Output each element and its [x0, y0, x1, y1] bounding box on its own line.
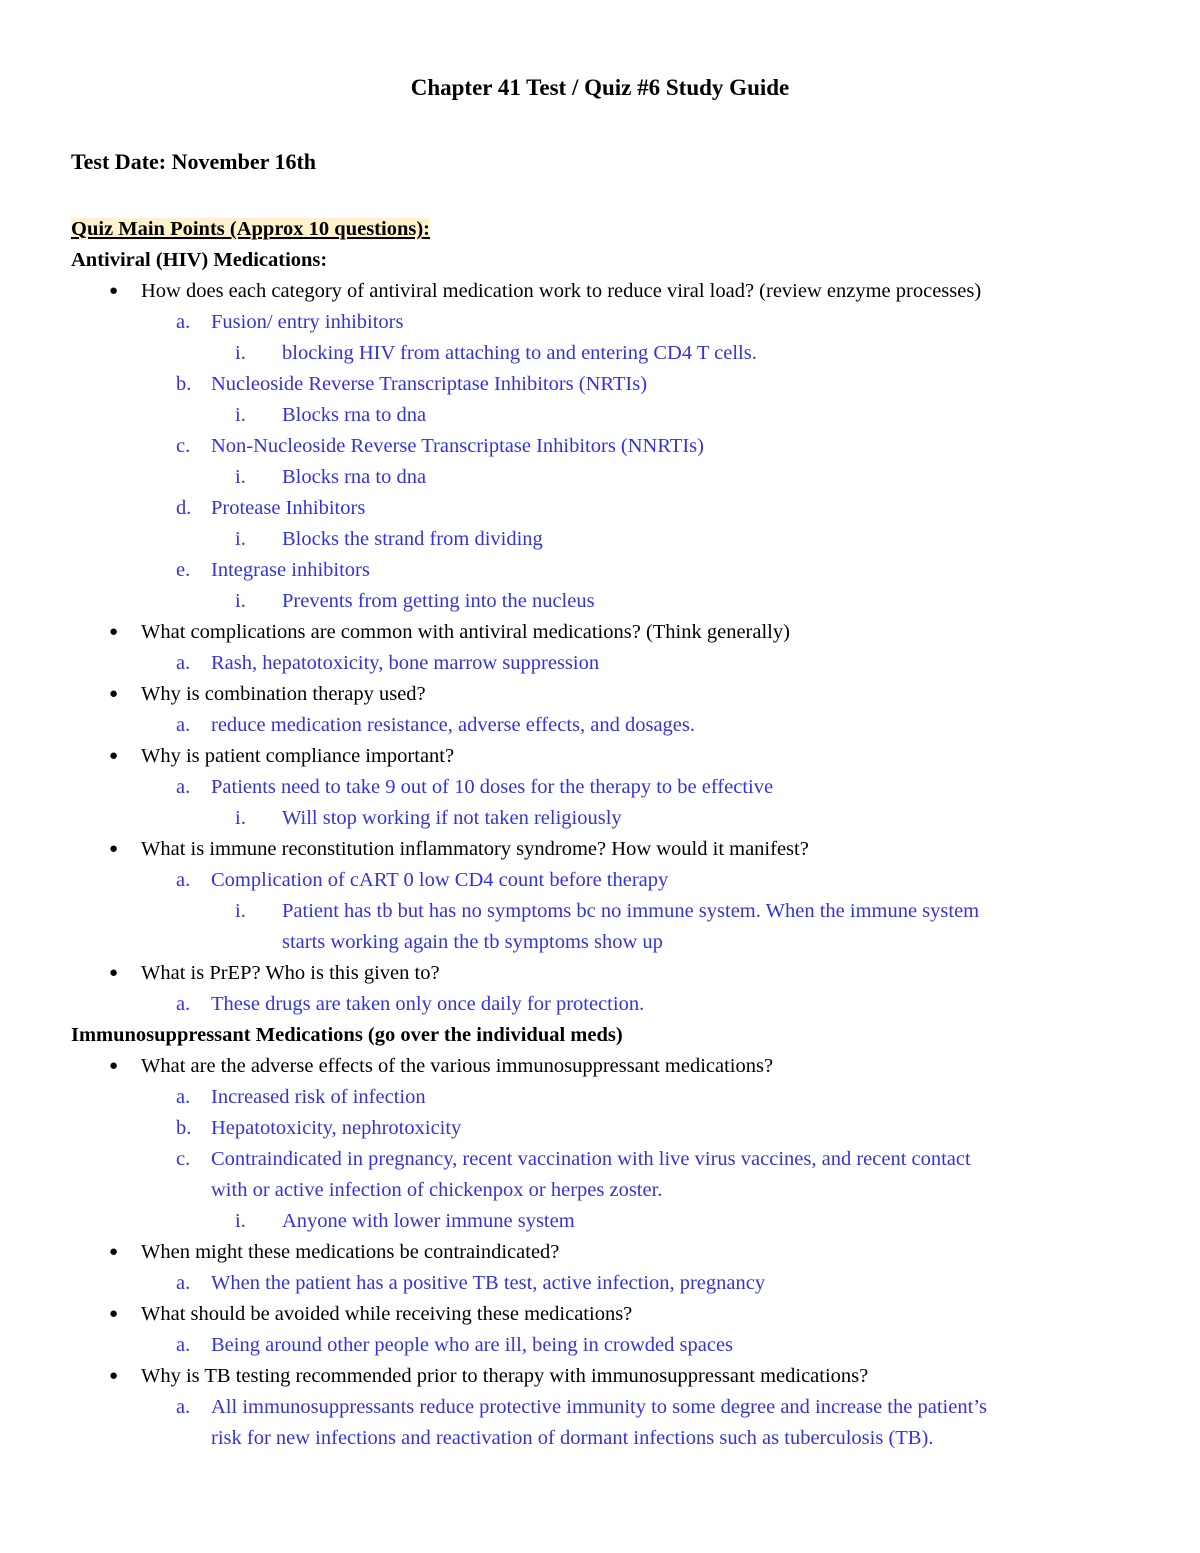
sub-answer-text: Blocks rna to dna — [282, 466, 427, 488]
answer-text: Being around other people who are ill, being in crowded spaces — [211, 1334, 734, 1356]
question-text: Why is combination therapy used? — [141, 683, 426, 705]
answer-text: Integrase inhibitors — [211, 559, 370, 581]
list-marker: a. — [176, 1334, 191, 1356]
question-text: What is immune reconstitution inflammatory syndrome? How would it manifest? — [141, 838, 809, 860]
list-marker: a. — [176, 714, 191, 736]
question-text: Why is patient compliance important? — [141, 745, 455, 767]
question-item — [71, 679, 1131, 710]
bullet-marker: ● — [109, 1368, 119, 1384]
quiz-heading-row — [71, 214, 1131, 245]
sub-answer-item — [71, 896, 1131, 927]
answer-item — [71, 1392, 1131, 1423]
list-marker: a. — [176, 1396, 191, 1418]
question-item — [71, 276, 1131, 307]
answer-item — [71, 431, 1131, 462]
sub-answer-text: blocking HIV from attaching to and entering CD4 T cells. — [282, 342, 757, 364]
list-marker: a. — [176, 311, 191, 333]
list-marker: a. — [176, 1086, 191, 1108]
bullet-marker: ● — [109, 965, 119, 981]
quiz-heading: Quiz Main Points (Approx 10 questions): — [71, 218, 430, 240]
sub-answer-text: starts working again the tb symptoms show up — [282, 931, 663, 953]
question-text: What complications are common with antiviral medications? (Think generally) — [141, 621, 790, 643]
answer-text: risk for new infections and reactivation of dormant infections such as tuberculosis (TB). — [211, 1427, 934, 1449]
sub-answer-text: Will stop working if not taken religiously — [282, 807, 622, 829]
answer-item — [71, 1144, 1131, 1175]
list-marker: i. — [235, 807, 246, 829]
question-text: What should be avoided while receiving these medications? — [141, 1303, 633, 1325]
answer-item — [71, 648, 1131, 679]
sub-answer-text: Patient has tb but has no symptoms bc no immune system. When the immune system — [282, 900, 980, 922]
list-marker: i. — [235, 342, 246, 364]
answer-text: Fusion/ entry inhibitors — [211, 311, 404, 333]
answer-text: reduce medication resistance, adverse effects, and dosages. — [211, 714, 696, 736]
answer-item — [71, 989, 1131, 1020]
answer-text: All immunosuppressants reduce protective immunity to some degree and increase the patient’s — [211, 1396, 987, 1418]
answer-item — [71, 1113, 1131, 1144]
list-marker: i. — [235, 528, 246, 550]
section-heading-antiviral: Antiviral (HIV) Medications: — [71, 249, 328, 271]
answer-text: Nucleoside Reverse Transcriptase Inhibitors (NRTIs) — [211, 373, 648, 395]
answer-item — [71, 772, 1131, 803]
sub-answer-text: Anyone with lower immune system — [282, 1210, 575, 1232]
sub-answer-item — [71, 400, 1131, 431]
sub-answer-text: Blocks rna to dna — [282, 404, 427, 426]
answer-text: Non-Nucleoside Reverse Transcriptase Inhibitors (NNRTIs) — [211, 435, 704, 457]
question-item — [71, 741, 1131, 772]
question-text: Why is TB testing recommended prior to therapy with immunosuppressant medications? — [141, 1365, 869, 1387]
sub-answer-text: Prevents from getting into the nucleus — [282, 590, 595, 612]
bullet-marker: ● — [109, 1244, 119, 1260]
sub-answer-item — [71, 338, 1131, 369]
bullet-marker: ● — [109, 686, 119, 702]
question-text: How does each category of antiviral medication work to reduce viral load? (review enzyme processes) — [141, 280, 982, 302]
list-marker: e. — [176, 559, 191, 581]
answer-item — [71, 865, 1131, 896]
list-marker: i. — [235, 590, 246, 612]
answer-text: with or active infection of chickenpox or herpes zoster. — [211, 1179, 663, 1201]
question-item — [71, 617, 1131, 648]
sub-answer-text: Blocks the strand from dividing — [282, 528, 543, 550]
answer-item — [71, 369, 1131, 400]
list-marker: c. — [176, 435, 191, 457]
sub-answer-item — [71, 1206, 1131, 1237]
question-item — [71, 834, 1131, 865]
test-date: Test Date: November 16th — [71, 149, 317, 174]
question-item — [71, 1299, 1131, 1330]
sub-answer-item — [71, 462, 1131, 493]
sub-answer-item — [71, 524, 1131, 555]
list-marker: i. — [235, 1210, 246, 1232]
list-marker: i. — [235, 900, 246, 922]
sub-answer-item — [71, 586, 1131, 617]
answer-item — [71, 493, 1131, 524]
sub-answer-item — [71, 803, 1131, 834]
answer-item — [71, 1268, 1131, 1299]
section-heading-immunosuppressant: Immunosuppressant Medications (go over the individual meds) — [71, 1024, 623, 1046]
bullet-marker: ● — [109, 1058, 119, 1074]
list-marker: a. — [176, 776, 191, 798]
list-marker: i. — [235, 404, 246, 426]
answer-item — [71, 555, 1131, 586]
bullet-marker: ● — [109, 624, 119, 640]
answer-text: Rash, hepatotoxicity, bone marrow suppression — [211, 652, 600, 674]
sub-answer-continuation — [71, 927, 1131, 958]
question-text: What is PrEP? Who is this given to? — [141, 962, 440, 984]
list-marker: d. — [176, 497, 192, 519]
answer-item — [71, 1082, 1131, 1113]
study-guide-content — [71, 214, 1131, 1454]
list-marker: a. — [176, 1272, 191, 1294]
list-marker: b. — [176, 1117, 192, 1139]
answer-text: When the patient has a positive TB test, active infection, pregnancy — [211, 1272, 766, 1294]
answer-continuation — [71, 1175, 1131, 1206]
bullet-marker: ● — [109, 748, 119, 764]
bullet-marker: ● — [109, 1306, 119, 1322]
bullet-marker: ● — [109, 283, 119, 299]
answer-text: Complication of cART 0 low CD4 count before therapy — [211, 869, 669, 891]
question-text: When might these medications be contraindicated? — [141, 1241, 560, 1263]
question-item — [71, 1361, 1131, 1392]
list-marker: a. — [176, 652, 191, 674]
question-item — [71, 958, 1131, 989]
list-marker: a. — [176, 993, 191, 1015]
document-title: Chapter 41 Test / Quiz #6 Study Guide — [410, 75, 790, 100]
question-item — [71, 1051, 1131, 1082]
answer-text: Increased risk of infection — [211, 1086, 426, 1108]
question-text: What are the adverse effects of the various immunosuppressant medications? — [141, 1055, 774, 1077]
answer-item — [71, 307, 1131, 338]
answer-text: Hepatotoxicity, nephrotoxicity — [211, 1117, 462, 1139]
question-item — [71, 1237, 1131, 1268]
answer-text: Patients need to take 9 out of 10 doses for the therapy to be effective — [211, 776, 774, 798]
answer-text: Contraindicated in pregnancy, recent vaccination with live virus vaccines, and recent contact — [211, 1148, 971, 1170]
list-marker: a. — [176, 869, 191, 891]
answer-item — [71, 1330, 1131, 1361]
answer-item — [71, 710, 1131, 741]
answer-continuation — [71, 1423, 1131, 1454]
bullet-marker: ● — [109, 841, 119, 857]
answer-text: These drugs are taken only once daily for protection. — [211, 993, 645, 1015]
answer-text: Protease Inhibitors — [211, 497, 366, 519]
list-marker: b. — [176, 373, 192, 395]
list-marker: c. — [176, 1148, 191, 1170]
list-marker: i. — [235, 466, 246, 488]
